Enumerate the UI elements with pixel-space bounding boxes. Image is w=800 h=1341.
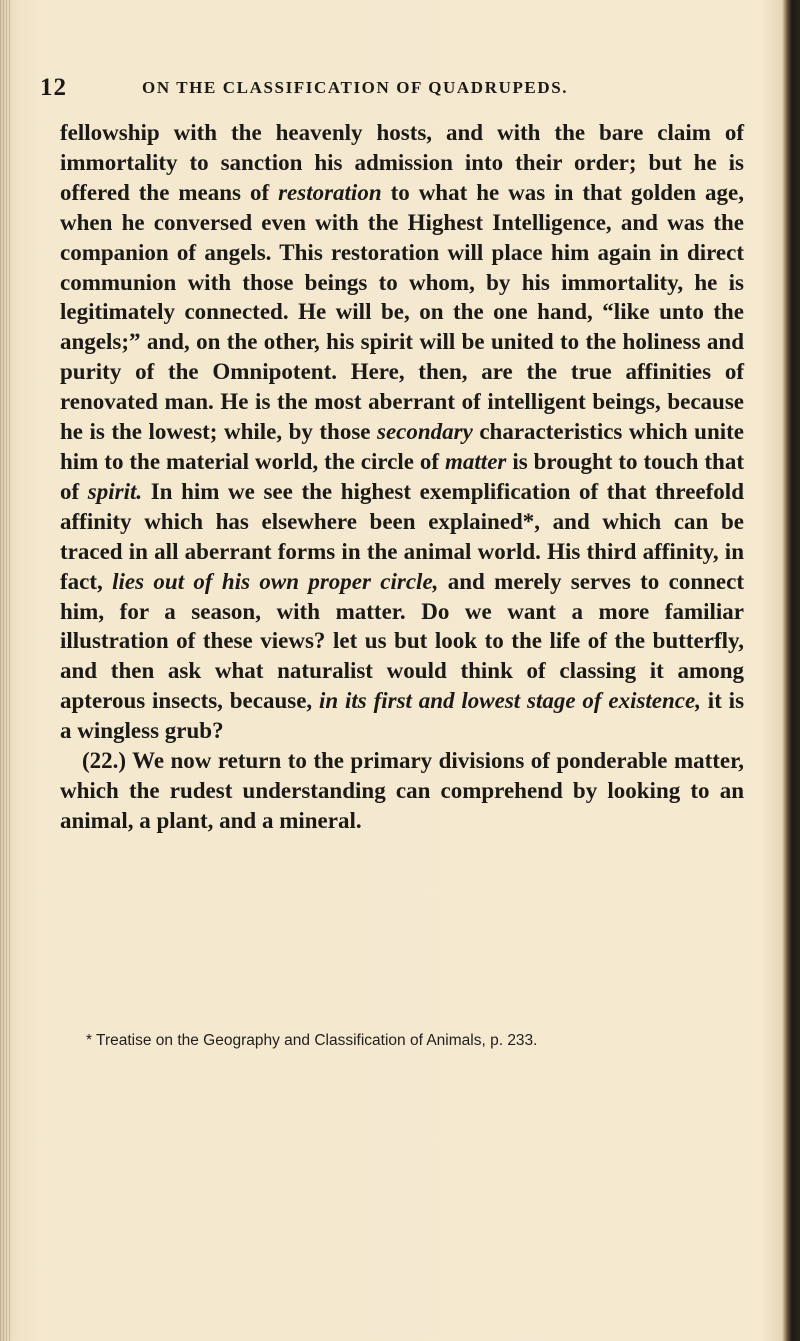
binding-edge bbox=[0, 0, 10, 1341]
page-edge-shadow bbox=[784, 0, 800, 1341]
italic-run: in its first and lowest stage of existence, bbox=[319, 688, 701, 714]
text-run: characteristics which unite him to the material world, the circle of bbox=[60, 419, 744, 474]
text-run: it is a wingless grub? bbox=[60, 688, 745, 744]
italic-run: secondary bbox=[377, 419, 473, 445]
italic-run: lies out of his own proper circle, bbox=[112, 568, 439, 594]
text-run: and merely serves to connect him, for a season, with matter. Do we want a more familiar illustration of these views? let us but look to the life of the butterfly, and then ask what naturalist would think of classing it among apterous insects, because, bbox=[60, 568, 745, 714]
paragraph-22: (22.) We now return to the primary divisions of ponderable matter, which the rudest understanding can comprehend by looking to an animal, a plant, and a mineral. bbox=[60, 748, 744, 833]
running-head: ON THE CLASSIFICATION OF QUADRUPEDS. bbox=[142, 78, 569, 97]
page-header bbox=[40, 74, 740, 108]
text-run: is brought to touch that of bbox=[60, 448, 744, 504]
body-text bbox=[60, 118, 744, 836]
text-run: fellowship with the heavenly hosts, and with the bare claim of immortality to sanction his admission into their order; but he is offered the means of bbox=[60, 120, 744, 205]
text-run: In him we see the highest exemplification of that threefold affinity which has elsewhere been explained*, and which can be traced in all aberrant forms in the animal world. His third affinity, in fact, bbox=[60, 478, 744, 594]
italic-run: matter bbox=[445, 448, 507, 474]
italic-run: spirit. bbox=[87, 478, 143, 504]
footnote: * Treatise on the Geography and Classification of Animals, p. 233. bbox=[86, 1032, 538, 1049]
page-number: 12 bbox=[40, 74, 67, 101]
italic-run: restoration bbox=[278, 179, 382, 205]
text-run: to what he was in that golden age, when he conversed even with the Highest Intelligence, and was the companion of angels. This restoration will place him again in direct communion with those beings to whom, by his immortality, he is legitimately connected. He will be, on the one hand, “like unto the angels;” and, on the other, his spirit will be united to the holiness and purity of the Omnipotent. Here, then, are the true affinities of renovated man. He is the most aberrant of intelligent beings, because he is the lowest; while, by those bbox=[60, 179, 745, 445]
paragraph-continued bbox=[60, 118, 744, 746]
